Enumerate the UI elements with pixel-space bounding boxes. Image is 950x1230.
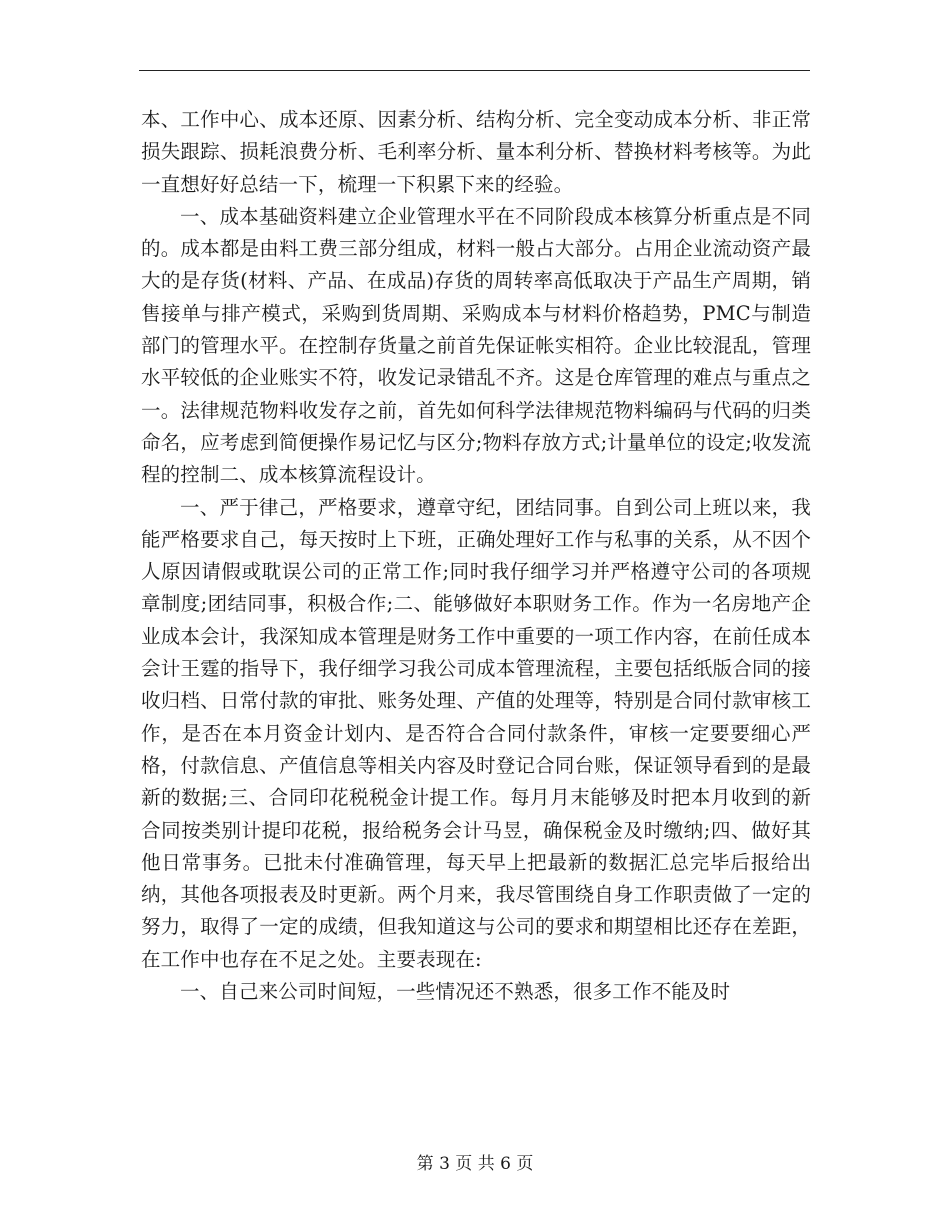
paragraph-3: 一、严于律己，严格要求，遵章守纪，团结同事。自到公司上班以来，我能严格要求自己，每天按时上下班，正确处理好工作与私事的关系，从不因个人原因请假或耽误公司的正常工作;同时我仔细学习并严格遵守公司的各项规章制度;团结同事，积极合作;二、能够做好本职财务工作。作为一名房地产企业成本会计，我深知成本管理是财务工作中重要的一项工作内容，在前任成本会计王霆的指导下，我仔细学习我公司成本管理流程，主要包括纸版合同的接收归档、日常付款的审批、账务处理、产值的处理等，特别是合同付款审核工作，是否在本月资金计划内、是否符合合同付款条件，审核一定要要细心严格，付款信息、产值信息等相关内容及时登记合同台账，保证领导看到的是最新的数据;三、合同印花税税金计提工作。每月月末能够及时把本月收到的新合同按类别计提印花税，报给税务会计马昱，确保税金及时缴纳;四、做好其他日常事务。已批未付准确管理，每天早上把最新的数据汇总完毕后报给出纳，其他各项报表及时更新。两个月来，我尽管围绕自身工作职责做了一定的努力，取得了一定的成绩，但我知道这与公司的要求和期望相比还存在差距，在工作中也存在不足之处。主要表现在: [141,495,811,971]
page-number: 第 3 页 共 6 页 [416,1154,534,1174]
paragraph-4: 一、自己来公司时间短，一些情况还不熟悉，很多工作不能及时 [180,980,731,1004]
paragraph-1: 本、工作中心、成本还原、因素分析、结构分析、完全变动成本分析、非正常损失跟踪、损耗浪费分析、毛利率分析、量本利分析、替换材料考核等。为此一直想好好总结一下，梳理一下积累下来的经验。 [141,108,811,196]
document-body [141,104,811,1008]
paragraph-2: 一、成本基础资料建立企业管理水平在不同阶段成本核算分析重点是不同的。成本都是由料工费三部分组成，材料一般占大部分。占用企业流动资产最大的是存货(材料、产品、在成品)存货的周转率高低取决于产品生产周期，销售接单与排产模式，采购到货周期、采购成本与材料价格趋势，PMC与制造部门的管理水平。在控制存货量之前首先保证帐实相符。企业比较混乱，管理水平较低的企业账实不符，收发记录错乱不齐。这是仓库管理的难点与重点之一。法律规范物料收发存之前，首先如何科学法律规范物料编码与代码的归类命名，应考虑到简便操作易记忆与区分;物料存放方式;计量单位的设定;收发流程的控制二、成本核算流程设计。 [141,204,811,487]
header-rule [139,70,810,71]
